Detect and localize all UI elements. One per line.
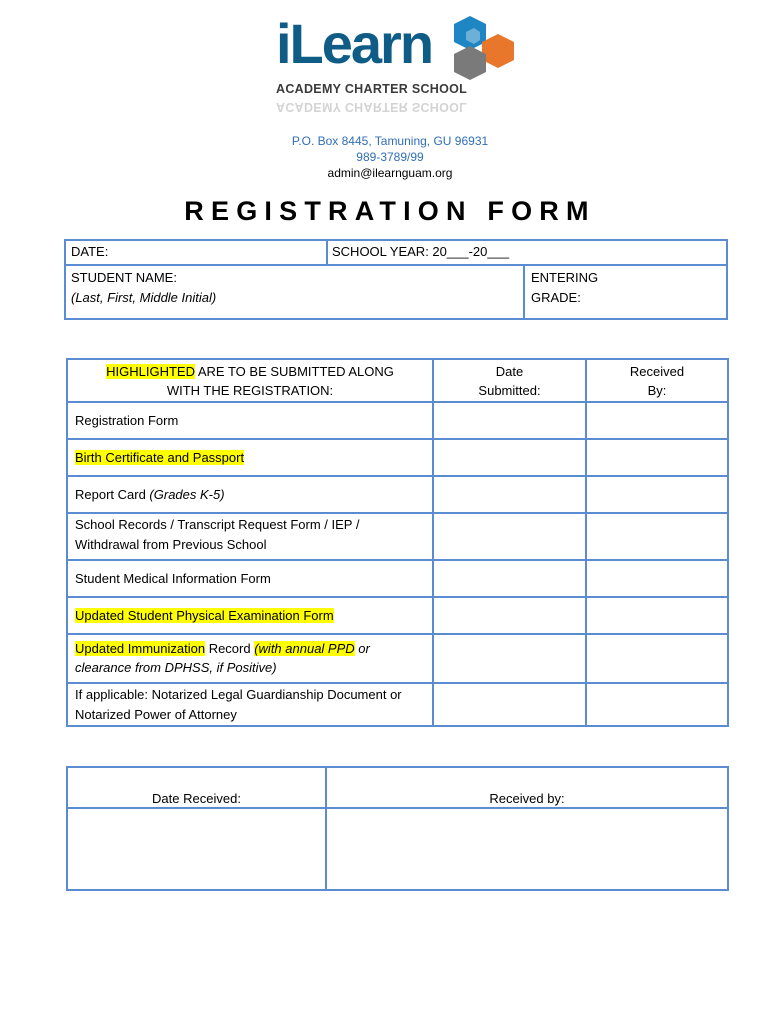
item-immunization-line1 (75, 639, 370, 659)
date-received-label: Date Received: (152, 791, 241, 806)
school-logo (276, 12, 526, 136)
address-line: P.O. Box 8445, Tamuning, GU 96931 (291, 134, 489, 148)
name-grade-divider (523, 264, 525, 320)
student-name-hint (71, 288, 216, 308)
row-divider (66, 633, 729, 635)
row-divider (66, 512, 729, 514)
checklist-header-line2: WITH THE REGISTRATION: (166, 383, 334, 398)
item-guardianship-line2: Notarized Power of Attorney (75, 707, 237, 722)
student-name-label[interactable]: STUDENT NAME: (71, 270, 177, 285)
documents-column-divider (432, 358, 434, 727)
entering-label: ENTERING (531, 270, 599, 285)
logo-wordmark: iLearn (276, 12, 433, 75)
office-use-column-divider (325, 766, 327, 891)
immunization-ppd-highlight: (with annual PPD (254, 641, 355, 656)
row-divider (66, 559, 729, 561)
office-use-table (66, 766, 729, 891)
date-received-column-divider (585, 358, 587, 727)
header-rest-text: ARE TO BE SUBMITTED ALONG (194, 364, 394, 379)
row-divider (66, 682, 729, 684)
item-physical-exam (75, 606, 334, 626)
immunization-or-text: or (354, 641, 370, 656)
item-school-records-line2: Withdrawal from Previous School (75, 537, 267, 552)
highlighted-word: HIGHLIGHTED (106, 364, 195, 379)
form-title: REGISTRATION FORM (184, 196, 596, 226)
item-immunization-line2 (75, 658, 277, 678)
date-year-divider (326, 239, 328, 265)
item-medical-info-form: Student Medical Information Form (75, 571, 271, 586)
item-birth-certificate (75, 448, 244, 468)
email-line: admin@ilearnguam.org (327, 166, 453, 180)
item-guardianship-line1: If applicable: Notarized Legal Guardianship Document or (75, 687, 402, 702)
date-submitted-header-1: Date (495, 364, 524, 379)
phone-line: 989-3789/99 (356, 150, 424, 164)
logo-subtitle-reflection: ACADEMY CHARTER SCHOOL (276, 100, 468, 114)
item-school-records-line1: School Records / Transcript Request Form / IEP / (75, 517, 360, 532)
item-report-card-note: (Grades K-5) (149, 487, 225, 502)
school-year-label[interactable]: SCHOOL YEAR: 20___-20___ (332, 244, 510, 259)
immunization-highlight: Updated Immunization (75, 641, 206, 656)
student-info-row-divider (64, 264, 728, 266)
immunization-record-text: Record (205, 641, 255, 656)
grade-label[interactable]: GRADE: (531, 290, 581, 305)
item-report-card-text: Report Card (75, 487, 150, 502)
logo-subtitle: ACADEMY CHARTER SCHOOL (276, 82, 468, 96)
item-report-card (75, 485, 225, 505)
row-divider (66, 596, 729, 598)
immunization-clearance-text: clearance from DPHSS, if Positive) (75, 660, 277, 675)
checklist-header-line1 (68, 362, 432, 382)
student-name-hint-text: (Last, First, Middle Initial) (71, 290, 217, 305)
row-divider (66, 401, 729, 403)
item-registration-form: Registration Form (75, 413, 179, 428)
row-divider (66, 438, 729, 440)
item-birth-certificate-text: Birth Certificate and Passport (75, 450, 245, 465)
received-by-header-2: By: (647, 383, 667, 398)
received-by-label: Received by: (489, 791, 565, 806)
received-by-header-1: Received (629, 364, 685, 379)
row-divider (66, 475, 729, 477)
item-physical-exam-text: Updated Student Physical Examination Form (75, 608, 334, 623)
date-submitted-header-2: Submitted: (478, 383, 541, 398)
date-label[interactable]: DATE: (71, 244, 109, 259)
